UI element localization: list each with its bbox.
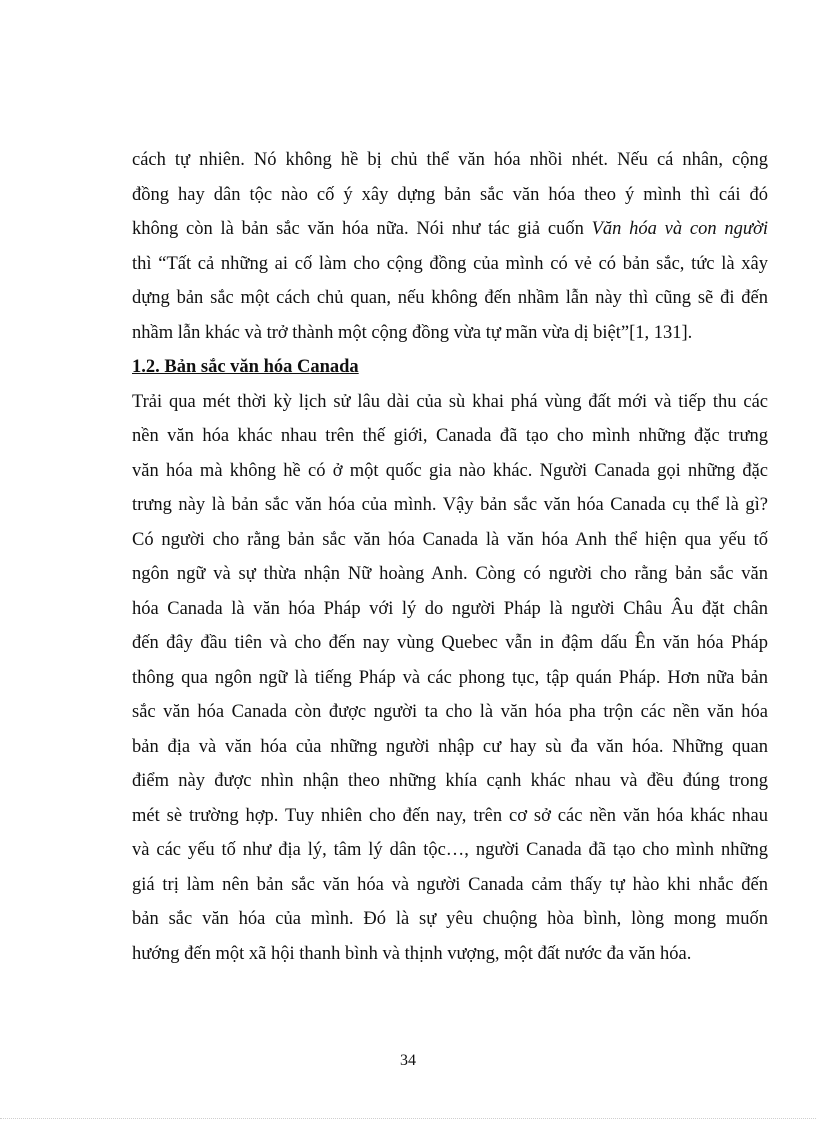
text-line: bản sắc văn hóa của mình. Đó là sự yêu chuộng hòa bình, lòng mong muốn: [132, 909, 768, 929]
text-line: trưng này là bản sắc văn hóa của mình. Vậy bản sắc văn hóa Canada cụ thể là gì?: [132, 495, 768, 515]
text-line: điểm này được nhìn nhận theo những khía cạnh khác nhau và đều đúng trong: [132, 771, 768, 791]
page-bottom-divider: [0, 1118, 816, 1119]
text-line: Trải qua mét thời kỳ lịch sử lâu dài của sù khai phá vùng đất mới và tiếp thu các: [132, 391, 768, 412]
book-title: Văn hóa và con người: [591, 219, 768, 239]
text-line: dựng bản sắc một cách chủ quan, nếu không đến nhầm lẫn này thì cũng sẽ đi đến: [132, 288, 768, 308]
section-heading: 1.2. Bản sắc văn hóa Canada: [132, 357, 359, 377]
text-line: [132, 212, 768, 247]
text-line: mét sè trường hợp. Tuy nhiên cho đến nay, trên cơ sở các nền văn hóa khác nhau: [132, 805, 768, 826]
text-line: giá trị làm nên bản sắc văn hóa và người Canada cảm thấy tự hào khi nhắc đến: [132, 874, 768, 895]
text-line: thì “Tất cả những ai cố làm cho cộng đồng của mình có vẻ có bản sắc, tức là xây: [132, 253, 768, 274]
paragraph-body: [132, 385, 768, 972]
text-line: thông qua ngôn ngữ là tiếng Pháp và các phong tục, tập quán Pháp. Hơn nữa bản: [132, 667, 768, 688]
paragraph-continuation: [132, 143, 768, 350]
text-line: và các yếu tố như địa lý, tâm lý dân tộc…, người Canada đã tạo cho mình những: [132, 840, 768, 860]
text-line: đồng hay dân tộc nào cố ý xây dựng bản sắc văn hóa theo ý mình thì cái đó: [132, 184, 768, 205]
text-line: hướng đến một xã hội thanh bình và thịnh vượng, một đất nước đa văn hóa.: [132, 943, 692, 964]
text-line: nền văn hóa khác nhau trên thế giới, Canada đã tạo cho mình những đặc trưng: [132, 426, 768, 446]
page-body: [132, 143, 768, 971]
text-line: cách tự nhiên. Nó không hề bị chủ thể văn hóa nhồi nhét. Nếu cá nhân, cộng: [132, 150, 768, 170]
text-line: bản địa và văn hóa của những người nhập cư hay sù đa văn hóa. Những quan: [132, 736, 768, 757]
text-line: ngôn ngữ và sự thừa nhận Nữ hoàng Anh. Còng có người cho rằng bản sắc văn: [132, 564, 768, 584]
text-segment: không còn là bản sắc văn hóa nữa. Nói như tác giả cuốn: [132, 219, 592, 239]
text-line: hóa Canada là văn hóa Pháp với lý do người Pháp là người Châu Âu đặt chân: [132, 598, 768, 619]
page-number: 34: [400, 1052, 416, 1069]
text-line: văn hóa mà không hề có ở một quốc gia nào khác. Người Canada gọi những đặc: [132, 460, 768, 481]
text-line: sắc văn hóa Canada còn được người ta cho là văn hóa pha trộn các nền văn hóa: [132, 702, 768, 722]
text-line: Có người cho rằng bản sắc văn hóa Canada là văn hóa Anh thể hiện qua yếu tố: [132, 529, 768, 550]
text-line: đến đây đầu tiên và cho đến nay vùng Quebec vẫn in đậm dấu Ên văn hóa Pháp: [132, 633, 768, 653]
text-line: nhầm lẫn khác và trở thành một cộng đồng vừa tự mãn vừa dị biệt”[1, 131].: [132, 322, 693, 343]
